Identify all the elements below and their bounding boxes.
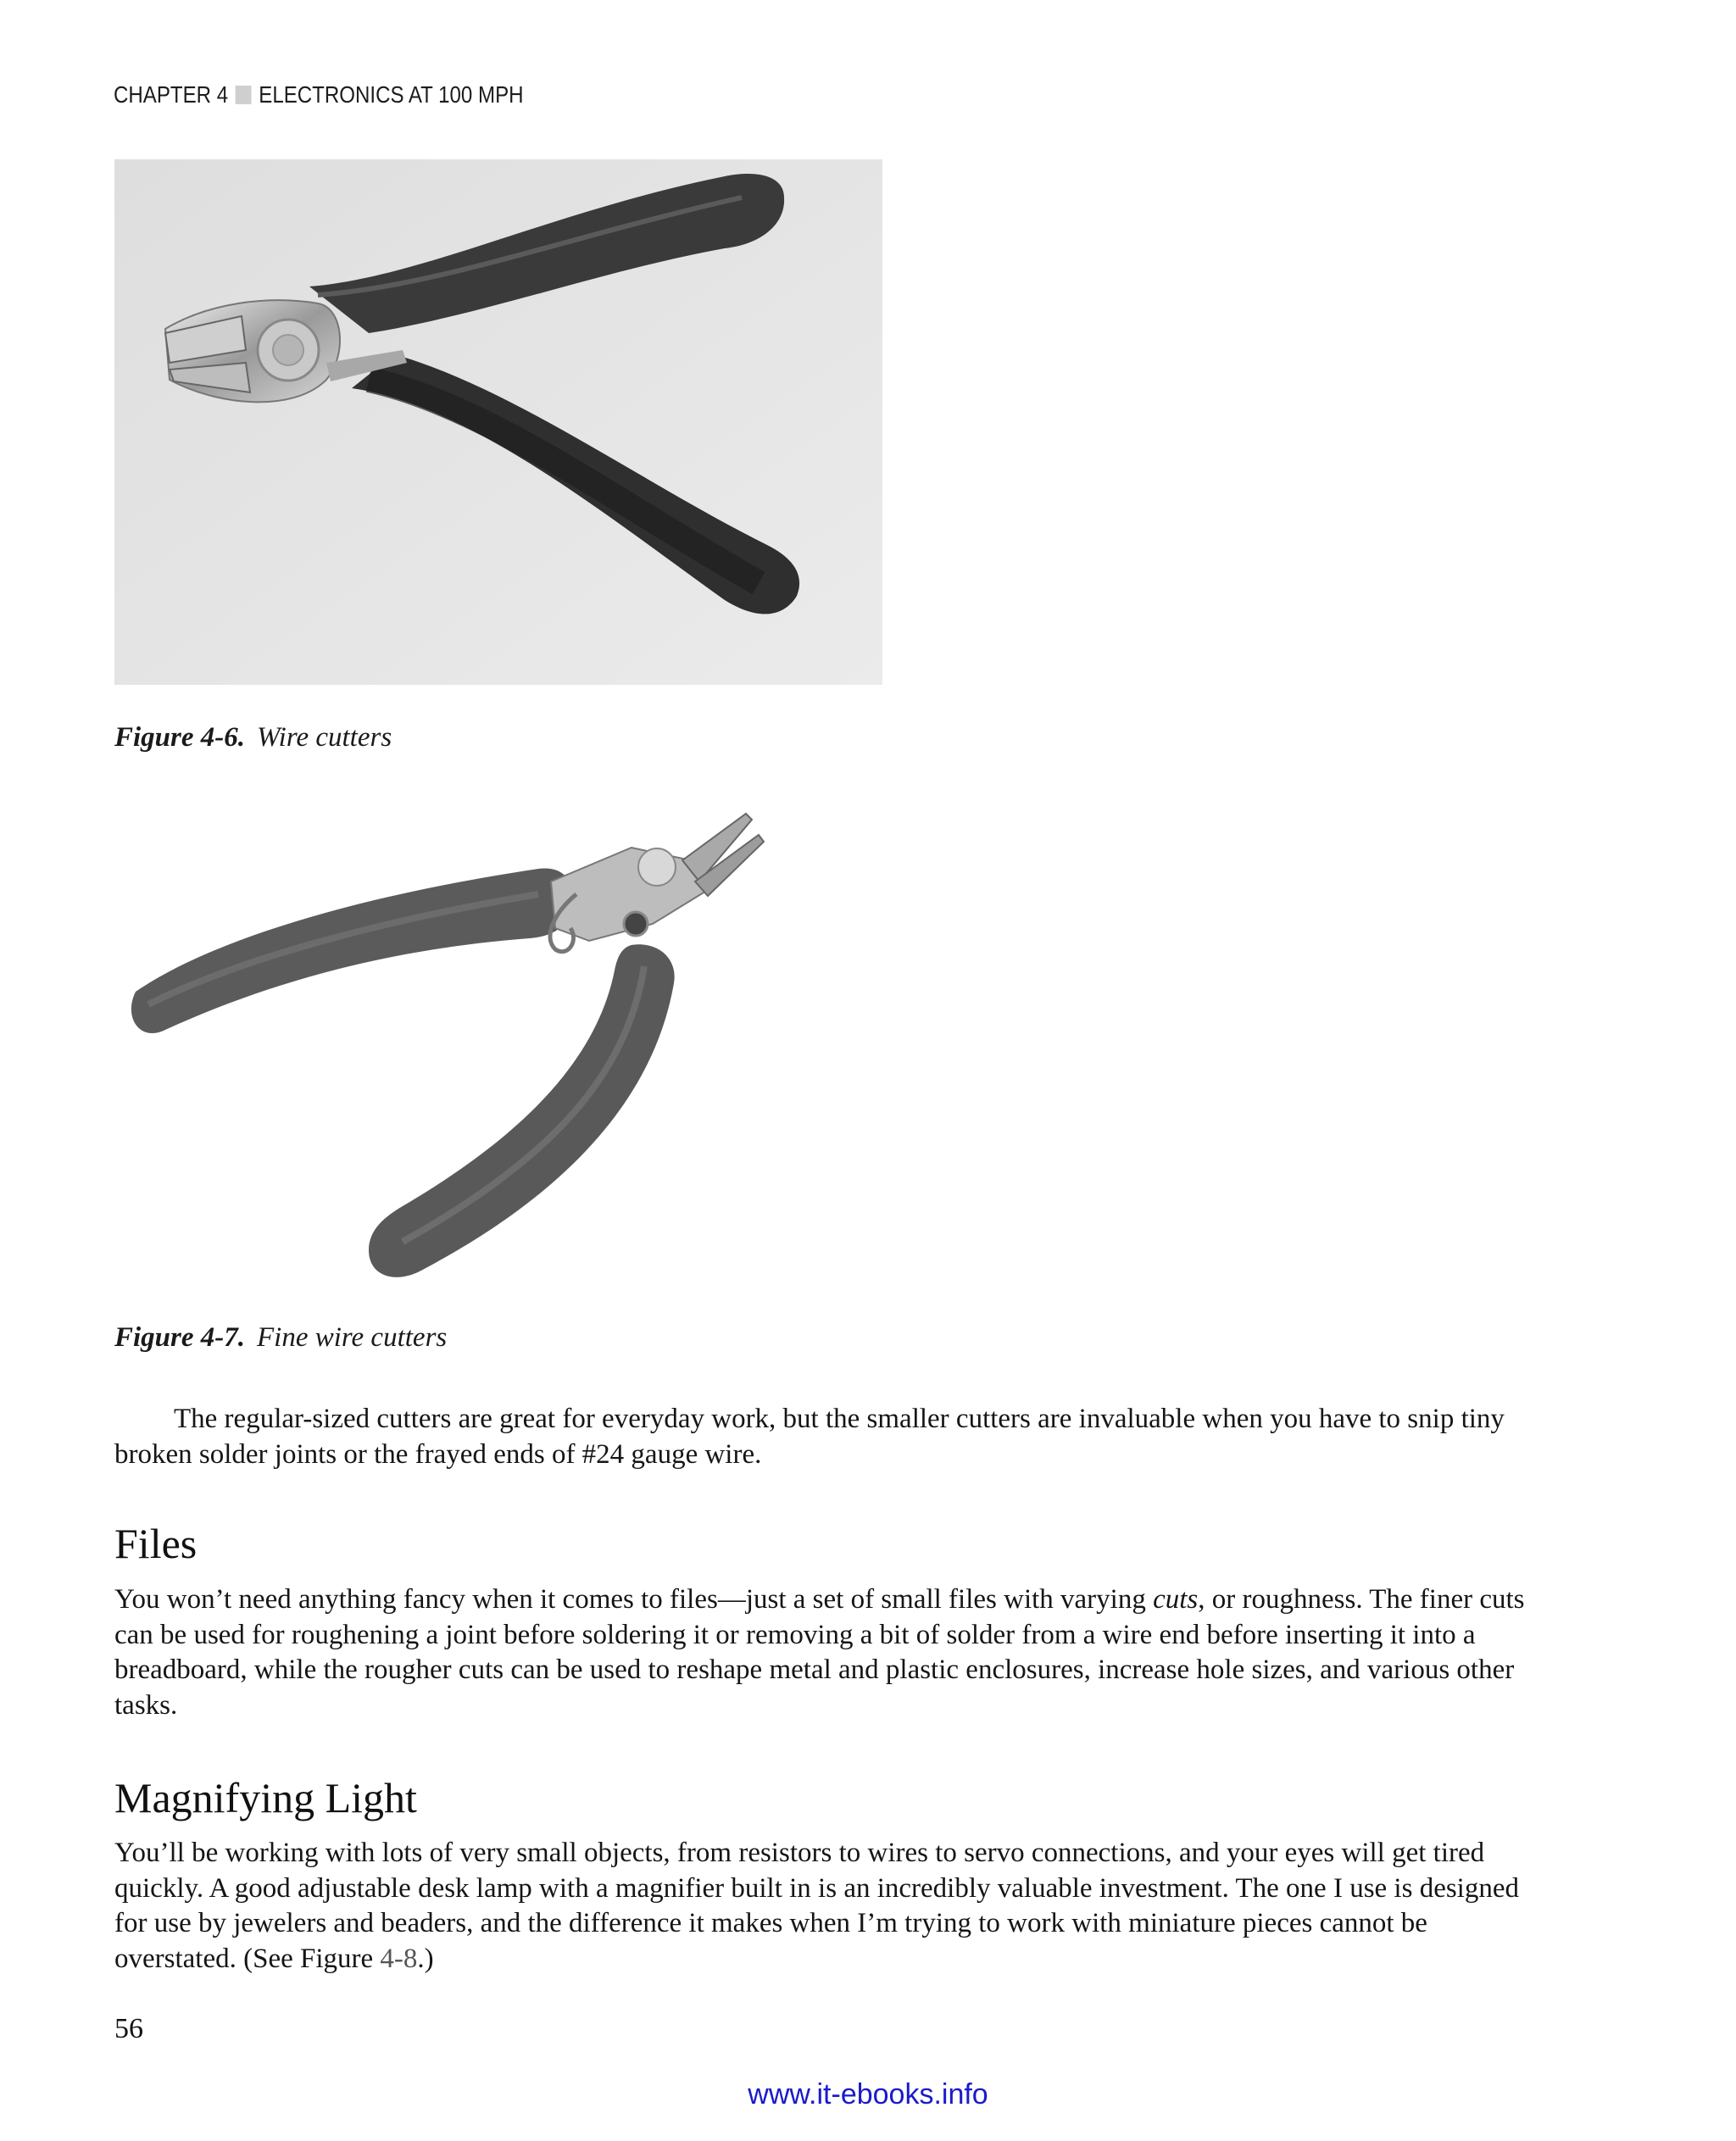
paragraph-text: You won’t need anything fancy when it comes to files—just a set of small files with varying [114, 1584, 1154, 1615]
page-number: 56 [114, 2013, 143, 2044]
fine-wire-cutters-photo [114, 801, 818, 1288]
section-heading-files: Files [114, 1520, 198, 1567]
emphasis-text: cuts [1153, 1584, 1199, 1615]
figure-caption [114, 722, 392, 754]
paragraph-text: .) [417, 1943, 434, 1974]
paragraph-text: , or roughness. The finer cuts can be used for roughening a joint before soldering it or removing a bit of solder from a wire end before inserting it into a breadboard, while the rougher cuts can be used to reshape metal and plastic enclosures, increase hole sizes, and various other tasks. [114, 1584, 1525, 1721]
footer-website-link[interactable]: www.it-ebooks.info [748, 2078, 988, 2110]
figure-reference-link[interactable]: 4-8 [380, 1943, 418, 1974]
figure-title: Wire cutters [257, 722, 392, 753]
chapter-label: CHAPTER 4 [114, 81, 229, 108]
paragraph-text: You’ll be working with lots of very small objects, from resistors to wires to servo connections, and your eyes will get tired quickly. A good adjustable desk lamp with a magnifier built in is an incredibly valuable investment. The one I use is designed for use by jewelers and beaders, and the difference it makes when I’m trying to work with miniature pieces cannot be overstated. (See Figure [114, 1838, 1519, 1974]
section-heading-magnifying-light: Magnifying Light [114, 1774, 417, 1821]
wire-cutters-photo [114, 159, 882, 685]
figure-number: Figure 4-7. [114, 1322, 246, 1353]
body-paragraph [114, 1836, 1555, 1977]
header-separator-square [236, 86, 252, 104]
figure-title: Fine wire cutters [257, 1322, 448, 1353]
body-paragraph: The regular-sized cutters are great for everyday work, but the smaller cutters are invaluable when you have to snip tiny broken solder joints or the frayed ends of #24 gauge wire. [114, 1404, 1505, 1470]
body-paragraph [114, 1582, 1555, 1723]
figure-number: Figure 4-6. [114, 722, 246, 753]
chapter-title: ELECTRONICS AT 100 MPH [259, 81, 524, 108]
running-header [114, 81, 524, 108]
figure-caption [114, 1322, 447, 1354]
